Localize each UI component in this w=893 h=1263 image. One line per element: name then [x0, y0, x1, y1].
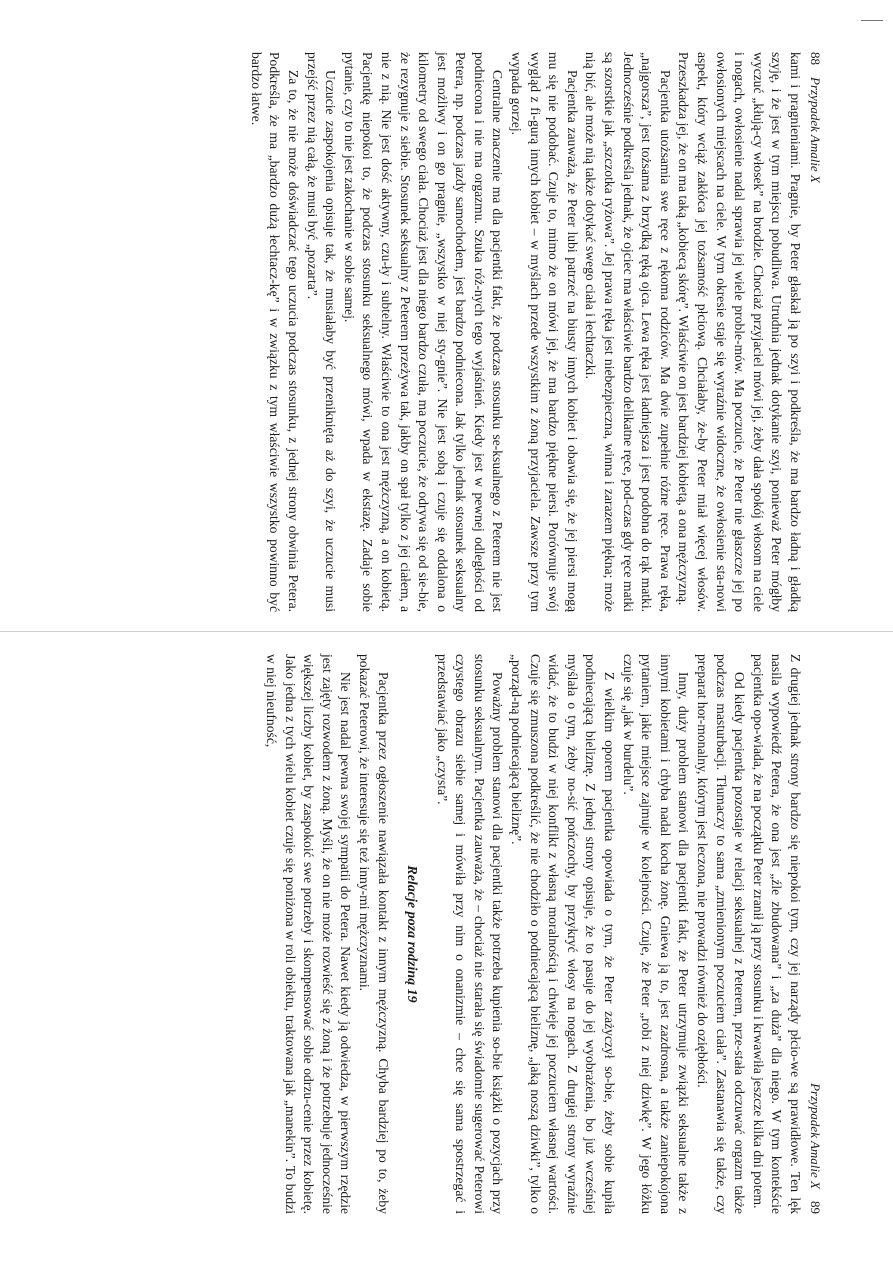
running-title-88: Przypadek Amalie X — [808, 77, 823, 183]
paragraph: Centralne znaczenie ma dla pacjentki fakt, że podczas stosunku se-ksualnego z Peterem nie jest podniecona i nie ma orgazmu. Szuka róż-nych tego wyjaśnień. Kiedy jest w pewnej odległości od Petera, np. podczas jazdy samochodem, jest bardzo podniecona. Jak tylko jednak stosunek seksualny jest możliwy i on go pragnie, „wszystko w niej sty-gnie”. Nie jest sobą i czuje się oddalona o kilometry od swego ciała. Chociaż jest dla niego bardzo czuła, ma poczucie, że odrywa się od sie-bie, że rezygnuje z siebie. Stosunek seksualny z Peterem przeżywa tak, jakby on spał tylko z jej ciałem, a nie z nią. Nie jest dość aktywny, czu-ły i subtelny. Właściwie to ona jest mężczyzną, a on kobietą. Pacjentkę niepokoi to, że podczas stosunku seksualnego mówi, wpada w ekstazę. Zadaje sobie pytanie, czy to nie jest zakochanie w sobie samej. — [341, 52, 506, 612]
paragraph: Poważny problem stanowi dla pacjentki także potrzeba kupienia so-bie książki o pozycjach przy stosunku seksualnym. Pacjentka zauważa, że – chociaż nie starała się świadomie sugerować Peterowi czystego obrazu siebie samej i mówiła przy nim o onanizmie – chce się sama spostrzegać i przedstawiać jako „czysta”. — [434, 654, 506, 1214]
paragraph: Z wielkim oporem pacjentka opowiada o tym, że Peter zażyczył so-bie, żeby sobie kupiła podniecającą bieliznę. Z jednej strony opisuje, że to pasuje do jej wyobrażenia, bo już wcześniej myślała o tym, żeby no-sić pończochy, by przykryć włosy na nogach. Z drugiej strony wyraźnie widać, że to budzi w niej konflikt z własną moralnością i chwieje jej poczuciem własnej wartości. Czuje się zmuszona podkreślić, że nie chodziło o podniecającą bieliznę, „jaką noszą dziwki”, tylko o „porząd-ną podniecającą bieliznę”. — [509, 654, 618, 1214]
section-heading: Relacje poza rodziną 19 — [404, 865, 420, 1003]
running-head-88 — [804, 52, 826, 612]
page-number-88: 88 — [808, 52, 823, 65]
running-head-89 — [804, 654, 826, 1214]
paragraph: Nie jest nadal pewna swojej sympatii do Petera. Nawet kiedy ją odwiedza, w pierwszym rzędzie jest zajęty rozwodem z żoną. Myśli, że on nie może rozwieść się z żoną i że potrzebuje jednocześnie większej liczby kobiet, by zaspokoić swe potrzeby i skompensować sobie odrzu-cenie przez kobietę. Jako jedna z tych wielu kobiet czuje się poniżona w roli obiektu, traktowana jak „manekin”. To budzi w niej nieufność, — [263, 654, 354, 1214]
page-89-body — [261, 654, 804, 1214]
paragraph: Od kiedy pacjentka pozostaje w relacji seksualnej z Peterem, prze-stała odczuwać orgazm także podczas masturbacji. Tłumaczy to sama „zmienionym poczuciem ciała”. Zastanawia się także, czy preparat hor-monalny, którym jest leczona, nie prowadzi również do oziębłości. — [695, 654, 748, 1214]
paragraph: Za to, że nie może doświadczać tego uczucia podczas stosunku, z jednej strony obwinia Petera. Podkreśla, że ma „bardzo dużą łechtacz-kę” i w związku z tym właściwie wszystko powinno być bardzo łatwe. — [248, 52, 301, 612]
page-88-body — [246, 52, 804, 612]
paragraph: Pacjentka zauważa, że Peter lubi patrzeć na biusty innych kobiet i obawia się, że jej piersi mogą mu się nie podobać. Czuje to, mimo że on mówi jej, że ma bardzo piękne piersi. Porównuje swój wygląd z fi-gurą innych kobiet – w myślach przede wszystkim z żoną przyjaciela. Zawsze przy tym wypada gorzej. — [509, 52, 580, 612]
scan-corner-mark — [861, 20, 883, 21]
book-page-89 — [86, 654, 826, 1214]
paragraph: Z drugiej jednak strony bardzo się niepokoi tym, czy jej narządy płcio-we są prawidłowe. Ten lęk nasila wypowiedź Petera, że ona jest „źle zbudowana” i „za duża” dla niego. W tym kontekście pacjentka opo-wiada, że na początku Peter zranił ją przy stosunku i krwawiła jeszcze kilka dni potem. — [750, 654, 803, 1214]
book-page-88 — [86, 52, 826, 612]
paragraph: Inny, duży problem stanowi dla pacjentki fakt, że Peter utrzymuje związki seksualne także z innymi kobietami i chyba nadal kocha żonę. Gniewa ją to, jest zazdrosna, a także zaniepokojona pytaniem, jakie miejsce zajmuje w kolejności. Czuje, że Peter „robi z niej dziwkę”. W jego łóżku czuje się „jak w burdelu”. — [620, 654, 692, 1214]
running-title-89: Przypadek Amalie X — [808, 1083, 823, 1189]
paragraph: kami i pragnieniami. Pragnie, by Peter głaskał ją po szyi i podkreśla, że ma bardzo ładną i gładką szyję, i że jest w tym miejscu pobudliwa. Utrudnia jednak dotykanie szyi, ponieważ Peter mógłby wyczuć „kłują-cy włosek” na brodzie. Chociaż przyjaciel mówi jej, żeby dała spokój włosom na ciele i nogach, owłosienie nadal sprawia jej wiele proble-mów. Ma poczucie, że Peter nie głaszcze jej po owłosionych miejscach na ciele. W tym okresie staje się wyraźnie widoczne, że owłosienie sta-nowi aspekt, który wciąż zakłóca jej tożsamość płciową. Chciałaby, że-by Peter miał więcej włosów. Przeszkadza jej, że on ma taką „kobiecą skórę”. Właściwie on jest bardziej kobietą, a ona mężczyzną. — [676, 52, 803, 612]
page-number-89: 89 — [808, 1201, 823, 1214]
paragraph: Uczucie zaspokojenia opisuje tak, że musiałaby być przeniknięta aż do szyi, że uczucie musi przejść przez nią całą, że musi być „pozarta”. — [304, 52, 339, 612]
page-fold-line — [0, 631, 893, 632]
paragraph: Pacjentka przez ogłoszenie nawiązała kontakt z innym mężczyzną. Chyba bardziej po to, żeby pokazać Peterowi, że interesuje się też inny-mi mężczyznami. — [356, 654, 391, 1214]
paragraph: Pacjentka utożsamia swe ręce z rękoma rodziców. Ma dwie zupełnie różne ręce. Prawa ręka, „najgorsza”, jest tożsama z brzydką ręką ojca. Lewa ręka jest ładniejsza i jest podobna do rąk matki. Jednocześnie podkreśla jednak, że ojciec ma właściwie bardzo delikatne ręce, pod-czas gdy ręce matki są szorstkie jak „szczotka ryżowa”. Jej prawa ręka jest niebezpieczna, winna i zarazem piękna; może nią bić, ale może nią także dotykać swego ciała i łechtaczki. — [583, 52, 673, 612]
